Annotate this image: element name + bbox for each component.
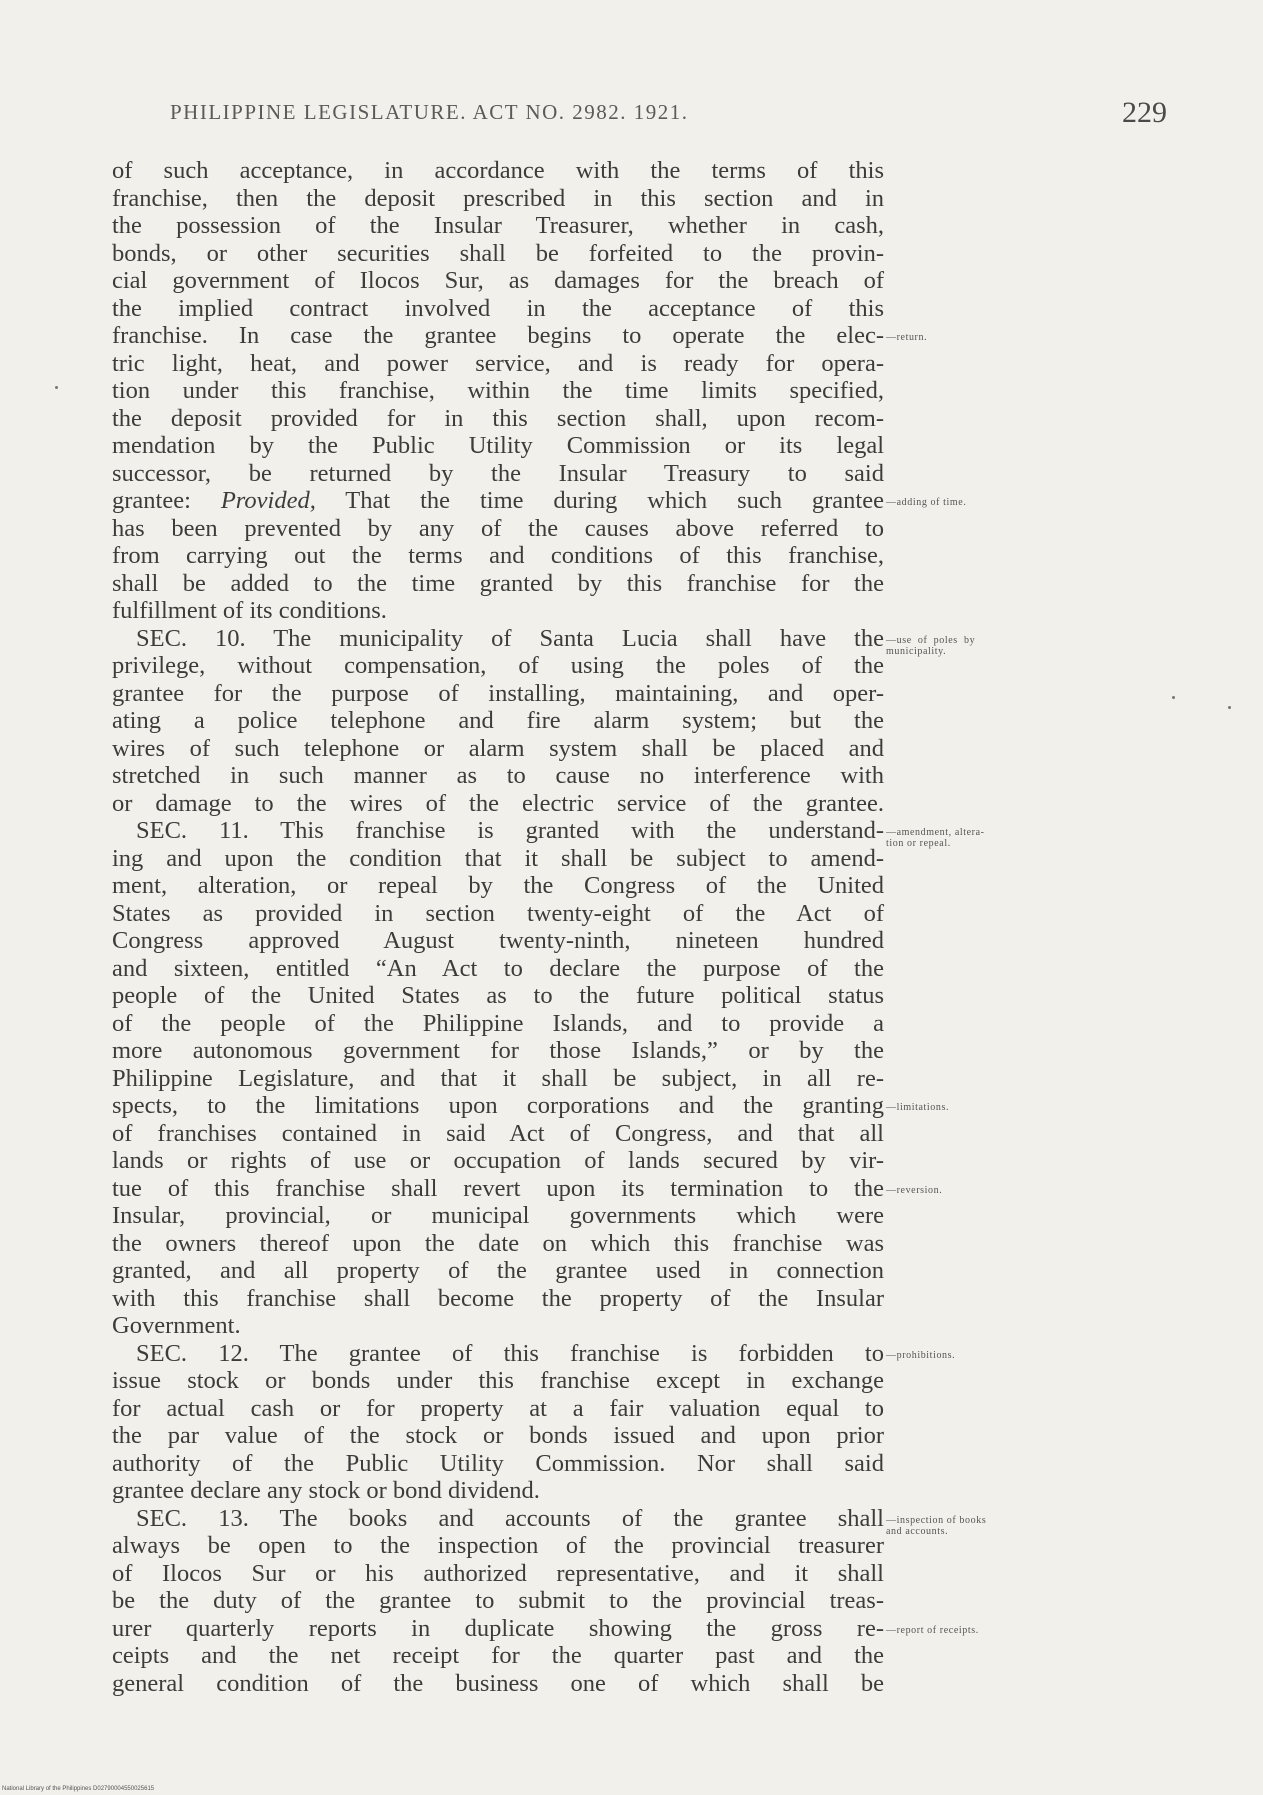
text-line	[112, 1092, 884, 1120]
text-line	[112, 1477, 884, 1505]
margin-note: —return.	[886, 332, 928, 343]
text-segment: ating a police telephone and fire alarm system; but the	[112, 707, 884, 734]
text-segment: 13. The books and accounts of the grantee shall	[187, 1504, 884, 1532]
text-segment: fulfillment of its conditions.	[112, 597, 387, 624]
scan-speck	[1228, 706, 1231, 709]
text-segment: lands or rights of use or occupation of lands secured by vir-	[112, 1147, 884, 1174]
line-text	[112, 1037, 884, 1065]
margin-note: —use of poles by municipality.	[886, 634, 976, 657]
text-segment: more autonomous government for those Islands,” or by the	[112, 1037, 884, 1064]
text-segment: granted, and all property of the grantee used in connection	[112, 1257, 884, 1284]
text-line	[112, 680, 884, 708]
text-line	[112, 487, 884, 515]
text-segment: the owners thereof upon the date on which this franchise was	[112, 1229, 884, 1257]
scan-speck	[1172, 696, 1175, 699]
line-text	[112, 955, 884, 983]
running-head: PHILIPPINE LEGISLATURE. ACT NO. 2982. 1921.	[170, 100, 689, 124]
line-text	[112, 1505, 884, 1533]
text-line	[112, 790, 884, 818]
line-text	[112, 1367, 884, 1395]
line-text	[112, 1010, 884, 1038]
section-label: SEC.	[136, 817, 188, 844]
text-line	[112, 1230, 884, 1258]
text-line	[112, 1120, 884, 1148]
text-segment: the possession of the Insular Treasurer, whether in cash,	[112, 212, 884, 239]
text-segment: ceipts and the net receipt for the quarter past and the	[112, 1642, 884, 1669]
text-line	[112, 1532, 884, 1560]
text-segment: Government.	[112, 1312, 241, 1339]
text-segment: ment, alteration, or repeal by the Congress of the United	[112, 872, 884, 899]
text-segment: with this franchise shall become the property of the Insular	[112, 1284, 884, 1312]
text-line	[112, 1450, 884, 1478]
text-line	[112, 1367, 884, 1395]
text-line	[112, 1615, 884, 1643]
text-line	[112, 1670, 884, 1698]
text-line	[112, 982, 884, 1010]
text-line	[112, 1147, 884, 1175]
line-text	[112, 790, 884, 818]
section-label: SEC.	[136, 624, 188, 652]
line-text	[112, 515, 884, 543]
text-segment: spects, to the limitations upon corporations and the granting	[112, 1092, 884, 1119]
line-text	[112, 1285, 884, 1313]
text-segment: always be open to the inspection of the provincial treasurer	[112, 1532, 884, 1559]
text-line	[112, 900, 884, 928]
margin-note: —adding of time.	[886, 497, 967, 508]
text-segment: franchise, then the deposit prescribed in this section and in	[112, 184, 884, 212]
text-line	[112, 212, 884, 240]
line-text	[112, 817, 884, 845]
text-line	[112, 625, 884, 653]
text-segment: authority of the Public Utility Commission. Nor shall said	[112, 1449, 884, 1477]
section-label: SEC.	[136, 1504, 188, 1532]
emphasis-text: Provided,	[220, 487, 316, 514]
line-text	[112, 267, 884, 295]
text-line	[112, 377, 884, 405]
text-segment: privilege, without compensation, of using the poles of the	[112, 652, 884, 679]
text-line	[112, 295, 884, 323]
text-line	[112, 1560, 884, 1588]
text-line	[112, 927, 884, 955]
line-text	[112, 295, 884, 323]
line-text	[112, 350, 884, 378]
line-text	[112, 927, 884, 955]
text-segment: ing and upon the condition that it shall be subject to amend-	[112, 844, 884, 872]
text-line	[112, 460, 884, 488]
page-number: 229	[1122, 96, 1167, 129]
line-text	[112, 570, 884, 598]
text-segment: shall be added to the time granted by this franchise for the	[112, 569, 884, 597]
text-segment: tion under this franchise, within the time limits specified,	[112, 377, 884, 404]
text-segment: urer quarterly reports in duplicate showing the gross re-	[112, 1614, 884, 1642]
line-text	[112, 322, 884, 350]
line-text	[112, 1395, 884, 1423]
text-segment: of Ilocos Sur or his authorized representative, and it shall	[112, 1559, 884, 1587]
text-line	[112, 542, 884, 570]
text-line	[112, 432, 884, 460]
line-text	[112, 487, 884, 515]
line-text	[112, 982, 884, 1010]
section-label: SEC.	[136, 1339, 188, 1367]
text-segment: successor, be returned by the Insular Treasury to said	[112, 459, 884, 487]
line-text	[112, 1120, 884, 1148]
text-segment: of such acceptance, in accordance with the terms of this	[112, 157, 884, 184]
text-segment: mendation by the Public Utility Commission or its legal	[112, 432, 884, 459]
text-line	[112, 1037, 884, 1065]
text-line	[112, 1285, 884, 1313]
line-text	[112, 1065, 884, 1093]
text-line	[112, 1340, 884, 1368]
text-line	[112, 515, 884, 543]
text-line	[112, 322, 884, 350]
text-line	[112, 597, 884, 625]
text-line	[112, 1312, 884, 1340]
line-text	[112, 1642, 884, 1670]
text-line	[112, 817, 884, 845]
line-text	[112, 597, 387, 625]
line-text	[112, 1477, 540, 1505]
line-text	[112, 1312, 241, 1340]
text-line	[112, 652, 884, 680]
line-text	[112, 735, 884, 763]
text-segment: Philippine Legislature, and that it shall be subject, in all re-	[112, 1064, 884, 1092]
text-line	[112, 240, 884, 268]
text-line	[112, 872, 884, 900]
text-segment: tric light, heat, and power service, and is ready for opera-	[112, 349, 884, 377]
line-text	[112, 1422, 884, 1450]
text-line	[112, 1010, 884, 1038]
margin-note: —amendment, altera- tion or repeal.	[886, 827, 985, 849]
text-line	[112, 157, 884, 185]
text-segment: Congress approved August twenty-ninth, nineteen hundred	[112, 927, 884, 954]
text-segment: franchise. In case the grantee begins to operate the elec-	[112, 322, 884, 349]
text-segment: for actual cash or for property at a fair valuation equal to	[112, 1394, 884, 1422]
margin-note: —prohibitions.	[886, 1349, 956, 1361]
text-line	[112, 350, 884, 378]
text-segment: grantee:	[112, 487, 221, 514]
margin-note: —inspection of books and accounts.	[886, 1514, 987, 1537]
text-line	[112, 845, 884, 873]
text-segment: wires of such telephone or alarm system shall be placed and	[112, 734, 884, 762]
line-text	[112, 652, 884, 680]
text-segment: Insular, provincial, or municipal governments which were	[112, 1202, 884, 1229]
text-line	[112, 1065, 884, 1093]
text-line	[112, 267, 884, 295]
line-text	[112, 212, 884, 240]
footer-stamp: National Library of the Philippines D02790004550025615	[2, 1786, 155, 1792]
text-segment: the par value of the stock or bonds issued and upon prior	[112, 1422, 884, 1449]
line-text	[112, 1340, 884, 1368]
text-segment: or damage to the wires of the electric service of the grantee.	[112, 789, 884, 817]
line-text	[112, 405, 884, 433]
line-text	[112, 762, 884, 790]
line-text	[112, 1202, 884, 1230]
body-text	[112, 157, 884, 1697]
line-text	[112, 680, 884, 708]
line-text	[112, 1532, 884, 1560]
text-segment: be the duty of the grantee to submit to the provincial treas-	[112, 1587, 884, 1614]
line-text	[112, 157, 884, 185]
text-segment: from carrying out the terms and conditions of this franchise,	[112, 542, 884, 569]
text-line	[112, 1642, 884, 1670]
line-text	[112, 707, 884, 735]
text-segment: the implied contract involved in the acceptance of this	[112, 294, 884, 322]
line-text	[112, 460, 884, 488]
text-line	[112, 735, 884, 763]
text-line	[112, 570, 884, 598]
line-text	[112, 1670, 884, 1698]
line-text	[112, 1092, 884, 1120]
text-segment: 12. The grantee of this franchise is forbidden to	[187, 1339, 884, 1367]
margin-note: —report of receipts.	[886, 1624, 979, 1636]
line-text	[112, 377, 884, 405]
line-text	[112, 185, 884, 213]
text-segment: and sixteen, entitled “An Act to declare the purpose of the	[112, 954, 884, 982]
text-line	[112, 1202, 884, 1230]
line-text	[112, 1257, 884, 1285]
text-line	[112, 1257, 884, 1285]
margin-note: —reversion.	[886, 1184, 943, 1196]
text-segment: bonds, or other securities shall be forfeited to the provin-	[112, 239, 884, 267]
line-text	[112, 1560, 884, 1588]
text-line	[112, 1422, 884, 1450]
text-line	[112, 707, 884, 735]
text-segment: That the time during which such grantee	[315, 487, 884, 514]
line-text	[112, 1230, 884, 1258]
margin-note: —limitations.	[886, 1102, 950, 1113]
text-line	[112, 1505, 884, 1533]
text-segment: 10. The municipality of Santa Lucia shall have the	[187, 624, 884, 652]
text-line	[112, 1175, 884, 1203]
text-segment: 11. This franchise is granted with the understand-	[187, 817, 884, 844]
text-segment: general condition of the business one of which shall be	[112, 1669, 884, 1697]
text-segment: the deposit provided for in this section shall, upon recom-	[112, 404, 884, 432]
line-text	[112, 872, 884, 900]
line-text	[112, 240, 884, 268]
text-segment: tue of this franchise shall revert upon its termination to the	[112, 1174, 884, 1202]
text-segment: of franchises contained in said Act of Congress, and that all	[112, 1119, 884, 1147]
text-segment: has been prevented by any of the causes above referred to	[112, 514, 884, 542]
line-text	[112, 1615, 884, 1643]
line-text	[112, 625, 884, 653]
text-segment: States as provided in section twenty-eight of the Act of	[112, 899, 884, 927]
text-segment: issue stock or bonds under this franchise except in exchange	[112, 1367, 884, 1394]
text-line	[112, 1587, 884, 1615]
text-line	[112, 955, 884, 983]
scan-speck	[55, 386, 58, 389]
text-segment: of the people of the Philippine Islands, and to provide a	[112, 1009, 884, 1037]
line-text	[112, 1450, 884, 1478]
text-line	[112, 762, 884, 790]
line-text	[112, 542, 884, 570]
text-line	[112, 405, 884, 433]
text-segment: grantee declare any stock or bond dividend.	[112, 1477, 540, 1504]
line-text	[112, 1175, 884, 1203]
line-text	[112, 1147, 884, 1175]
line-text	[112, 432, 884, 460]
text-segment: grantee for the purpose of installing, maintaining, and oper-	[112, 679, 884, 707]
text-line	[112, 185, 884, 213]
text-line	[112, 1395, 884, 1423]
text-segment: people of the United States as to the future political status	[112, 982, 884, 1009]
line-text	[112, 845, 884, 873]
text-segment: stretched in such manner as to cause no interference with	[112, 762, 884, 789]
line-text	[112, 1587, 884, 1615]
text-segment: cial government of Ilocos Sur, as damages for the breach of	[112, 267, 884, 294]
line-text	[112, 900, 884, 928]
